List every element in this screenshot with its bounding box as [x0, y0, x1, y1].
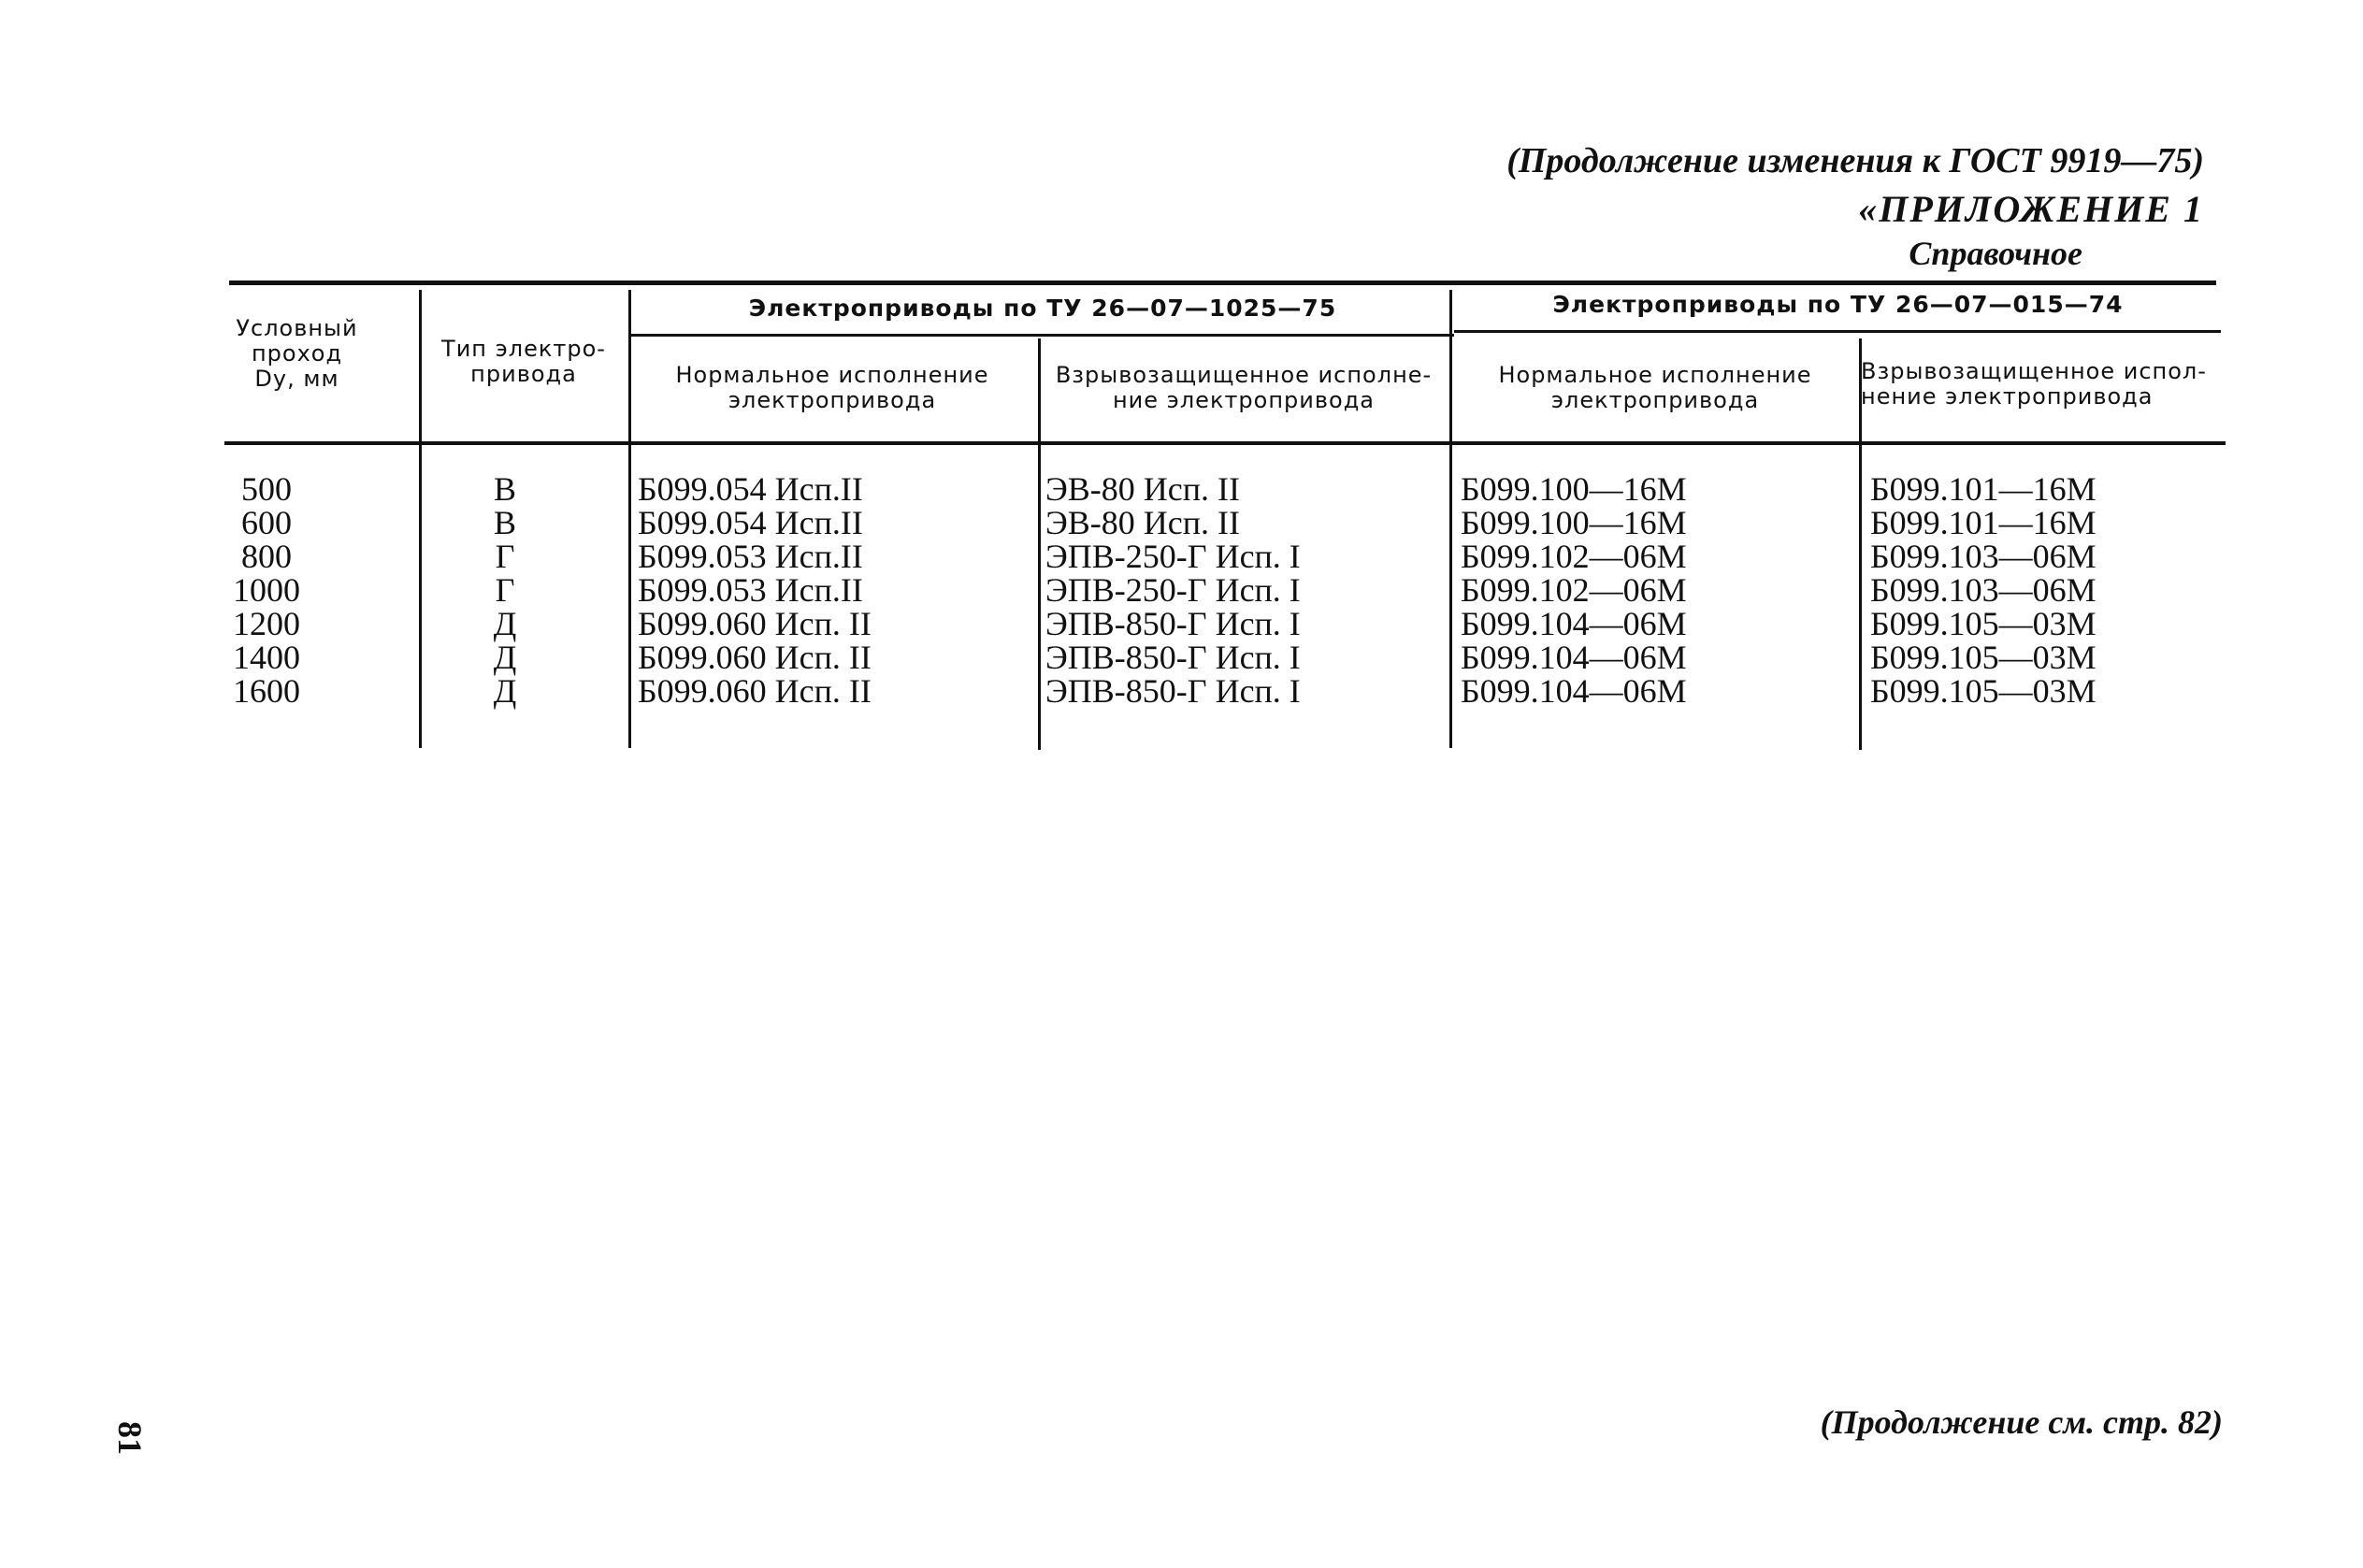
table-cell-g1-normal: Б099.060 Исп. II [638, 605, 872, 642]
table-cell-type: Д [493, 639, 517, 676]
col-divider-3 [1038, 338, 1041, 750]
header-explosion-1: Взрывозащищенное исполне-ние электропривода [1055, 362, 1433, 413]
header-group-tu-1025: Электроприводы по ТУ 26—07—1025—75 [748, 295, 1337, 322]
table-cell-g1-normal: Б099.060 Исп. II [638, 672, 872, 710]
header-explosion-2: Взрывозащищенное испол-нение электропривода [1861, 358, 2207, 410]
table-cell-g1-normal: Б099.053 Исп.II [638, 571, 863, 609]
table-cell-g1-explosion: ЭПВ-850-Г Исп. I [1045, 605, 1301, 642]
table-cell-g2-explosion: Б099.103—06М [1870, 538, 2096, 575]
table-cell-g2-normal: Б099.104—06М [1461, 672, 1687, 710]
table-cell-type: Г [495, 538, 515, 575]
col-divider-2 [628, 290, 631, 748]
table-cell-type: Г [495, 571, 515, 609]
table-cell-dn: 1000 [233, 571, 300, 609]
col-divider-1 [419, 290, 422, 748]
column-g2-normal [1461, 472, 1687, 708]
column-g1-normal [638, 472, 872, 708]
col-divider-4 [1449, 290, 1452, 748]
table-cell-g1-explosion: ЭВ-80 Исп. II [1045, 504, 1240, 541]
table-cell-dn: 800 [241, 538, 292, 575]
table-cell-g1-explosion: ЭПВ-250-Г Исп. I [1045, 538, 1301, 575]
table-cell-type: В [493, 470, 516, 508]
page-number: 81 [111, 1421, 149, 1455]
table-cell-g2-normal: Б099.100—16М [1461, 504, 1687, 541]
table-cell-g2-explosion: Б099.101—16М [1870, 470, 2096, 508]
table-cell-dn: 1400 [233, 639, 300, 676]
table-cell-g1-normal: Б099.053 Исп.II [638, 538, 863, 575]
appendix-type: Справочное [1909, 235, 2082, 272]
header-conditional-pass: Условный проход Dу, мм [236, 315, 358, 392]
table-cell-g2-normal: Б099.102—06М [1461, 571, 1687, 609]
header-group-tu-015: Электроприводы по ТУ 26—07—015—74 [1552, 291, 2124, 318]
column-actuator-type [468, 472, 542, 708]
table-cell-g1-normal: Б099.054 Исп.II [638, 504, 863, 541]
table-cell-g1-explosion: ЭПВ-250-Г Исп. I [1045, 571, 1301, 609]
table-cell-g1-normal: Б099.054 Исп.II [638, 470, 863, 508]
continuation-note: (Продолжение изменения к ГОСТ 9919—75) [1506, 141, 2204, 180]
appendix-title: «ПРИЛОЖЕНИЕ 1 [1858, 188, 2204, 230]
column-conditional-pass [224, 472, 309, 708]
table-cell-g1-explosion: ЭПВ-850-Г Исп. I [1045, 639, 1301, 676]
table-cell-g1-normal: Б099.060 Исп. II [638, 639, 872, 676]
table-cell-dn: 600 [241, 504, 292, 541]
table-cell-dn: 1600 [233, 672, 300, 710]
table-cell-dn: 1200 [233, 605, 300, 642]
table-cell-g1-explosion: ЭВ-80 Исп. II [1045, 470, 1240, 508]
header-normal-1: Нормальное исполнение электропривода [675, 362, 989, 413]
table-top-rule [229, 281, 2216, 285]
table-cell-g2-normal: Б099.104—06М [1461, 605, 1687, 642]
header-actuator-type: Тип электро-привода [441, 336, 606, 387]
group-underline-2 [1454, 330, 2221, 333]
column-g1-explosion [1045, 472, 1301, 708]
table-cell-g2-normal: Б099.104—06М [1461, 639, 1687, 676]
continuation-footer: (Продолжение см. стр. 82) [1820, 1403, 2223, 1441]
table-cell-dn: 500 [241, 470, 292, 508]
table-cell-type: Д [493, 605, 517, 642]
table-cell-g2-explosion: Б099.105—03М [1870, 639, 2096, 676]
header-bottom-rule [224, 441, 2226, 445]
column-g2-explosion [1870, 472, 2096, 708]
table-cell-type: В [493, 504, 516, 541]
table-cell-g2-normal: Б099.102—06М [1461, 538, 1687, 575]
table-cell-g1-explosion: ЭПВ-850-Г Исп. I [1045, 672, 1301, 710]
header-normal-2: Нормальное исполнение электропривода [1498, 362, 1812, 413]
table-cell-g2-normal: Б099.100—16М [1461, 470, 1687, 508]
group-underline-1 [631, 334, 1454, 337]
table-cell-g2-explosion: Б099.103—06М [1870, 571, 2096, 609]
table-cell-g2-explosion: Б099.101—16М [1870, 504, 2096, 541]
table-cell-g2-explosion: Б099.105—03М [1870, 605, 2096, 642]
table-cell-g2-explosion: Б099.105—03М [1870, 672, 2096, 710]
table-cell-type: Д [493, 672, 517, 710]
